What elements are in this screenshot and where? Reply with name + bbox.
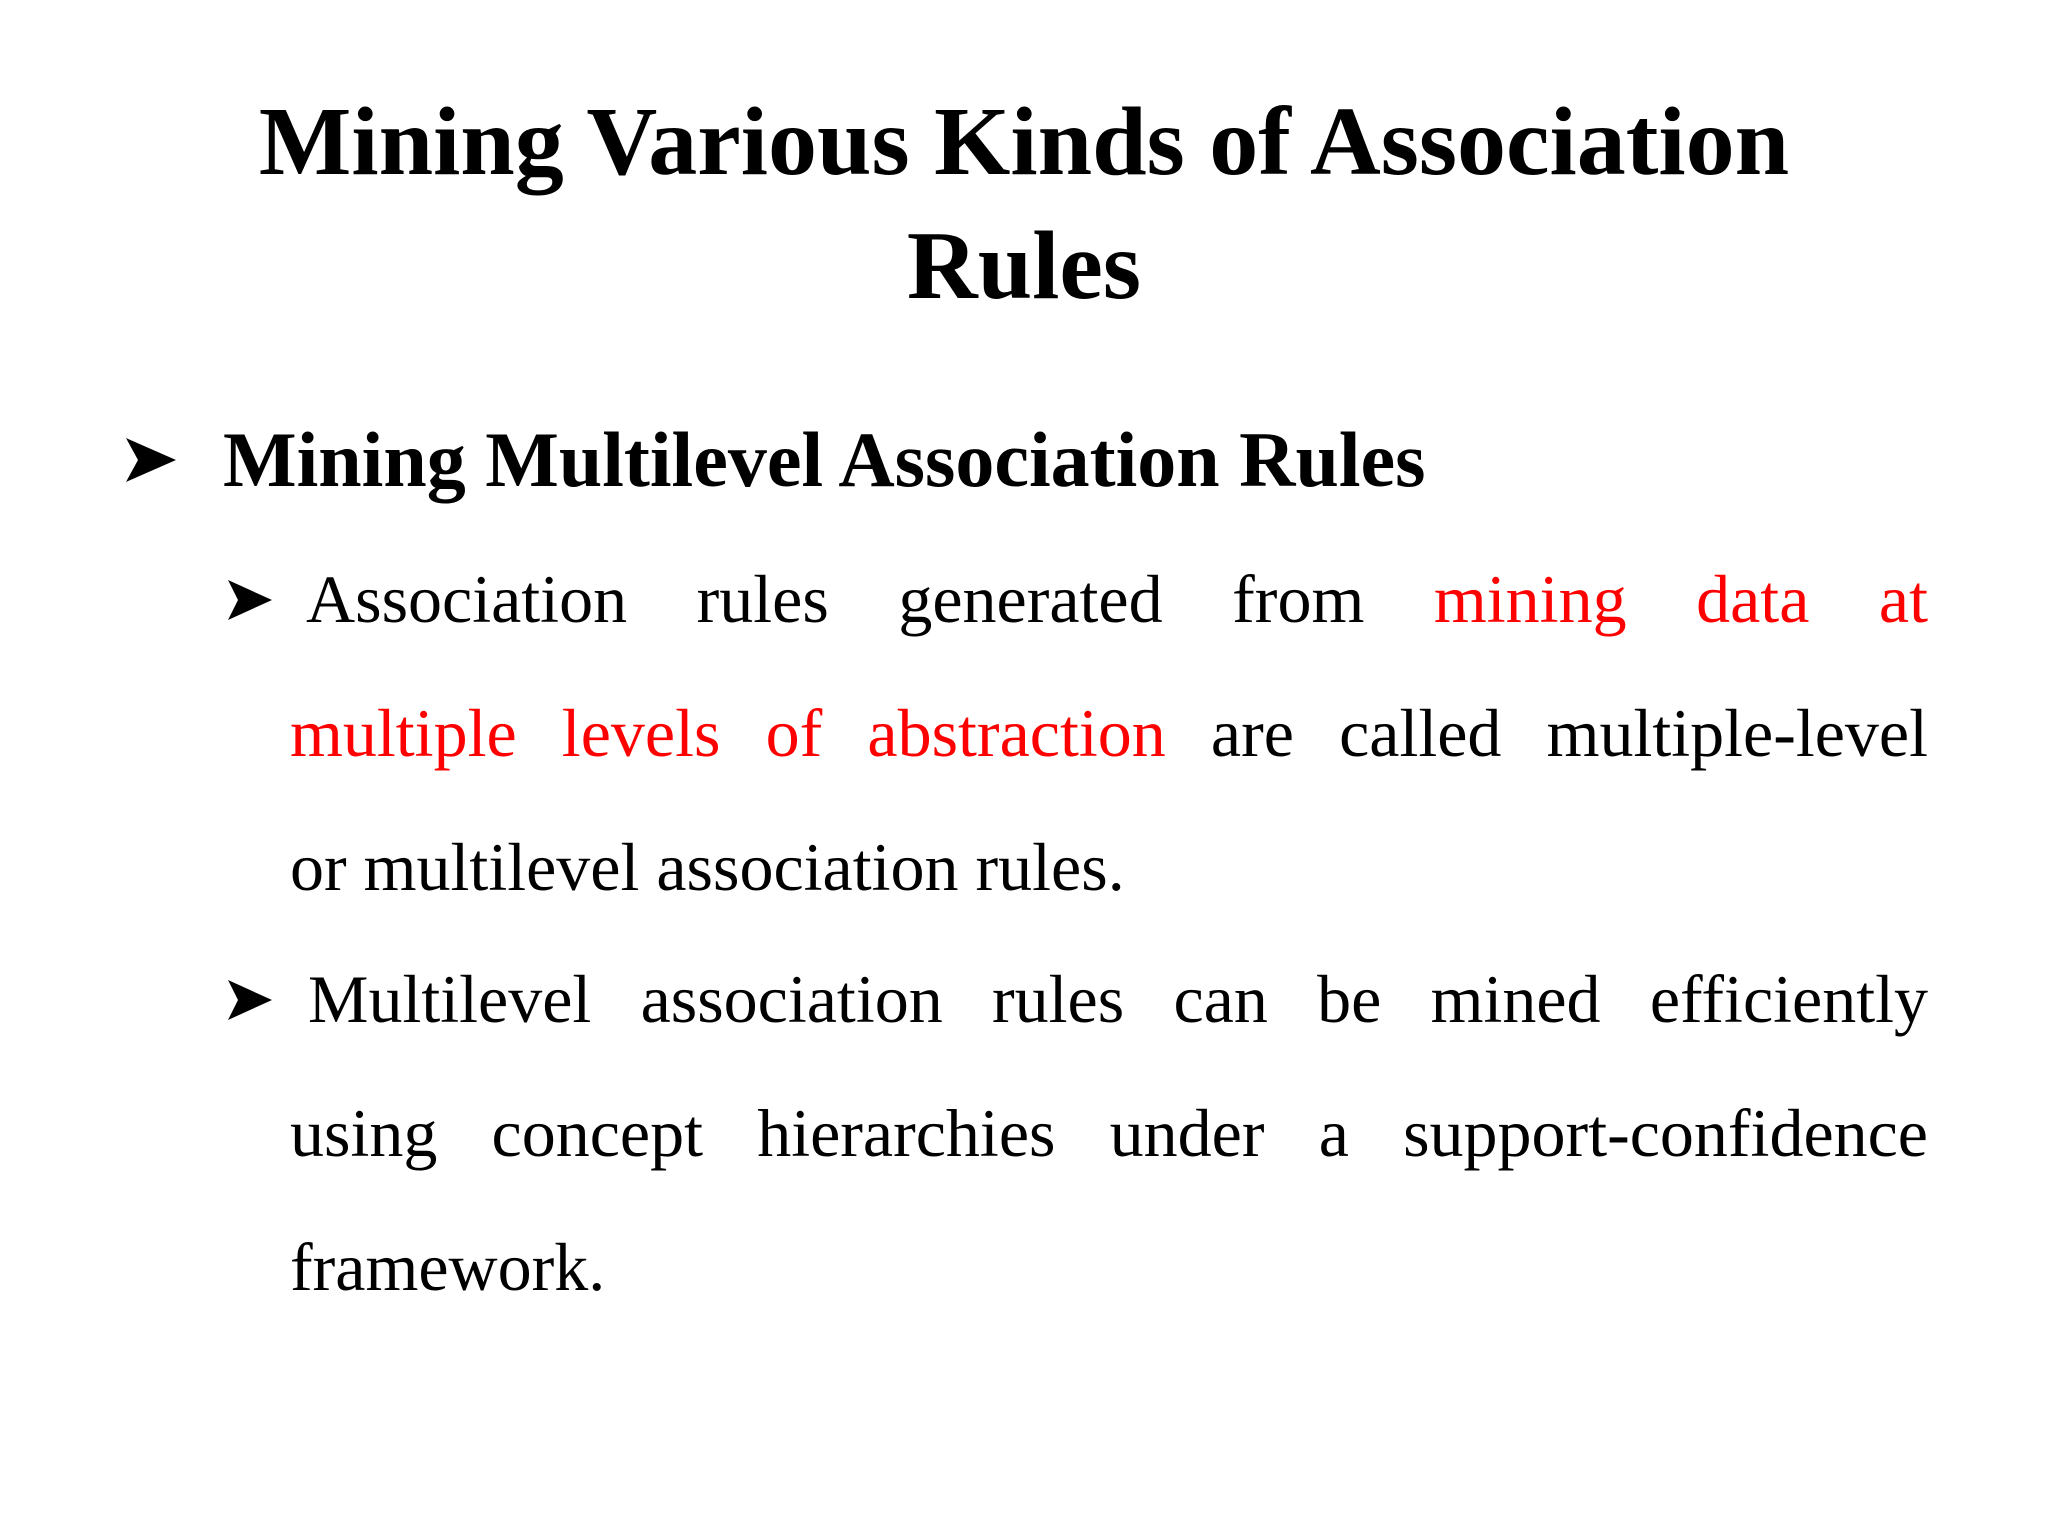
- bullet-1-line-3: or multilevel association rules.: [290, 829, 1125, 905]
- bullet-1-highlight-1: mining data at: [1433, 561, 1928, 637]
- arrowhead-bullet-icon: [126, 438, 176, 482]
- slide-title: [0, 80, 2048, 328]
- bullet-2-line-3: framework.: [290, 1229, 606, 1305]
- bullet-1-highlight-2: multiple levels of abstraction: [290, 695, 1166, 771]
- slide-title-line-1: Mining Various Kinds of Association: [258, 88, 1790, 196]
- bullet-1: [228, 532, 1928, 934]
- section-heading: [126, 410, 1926, 510]
- bullet-1-line-2: [290, 666, 1928, 800]
- arrowhead-bullet-icon: [228, 580, 272, 620]
- bullet-2-line-2: using concept hierarchies under a support-confidence: [290, 1095, 1928, 1171]
- bullet-2: [228, 932, 1928, 1334]
- slide-title-line-2: Rules: [906, 212, 1142, 320]
- bullet-1-line-2-text: are called multiple-level: [1210, 695, 1929, 771]
- bullet-2-line-1: Multilevel association rules can be mined efficiently: [308, 961, 1928, 1037]
- arrowhead-bullet-icon: [228, 980, 272, 1020]
- bullet-1-line-1: [306, 532, 1928, 666]
- bullet-1-line-1-text: Association rules generated from: [306, 561, 1365, 637]
- section-heading-text: Mining Multilevel Association Rules: [223, 416, 1426, 503]
